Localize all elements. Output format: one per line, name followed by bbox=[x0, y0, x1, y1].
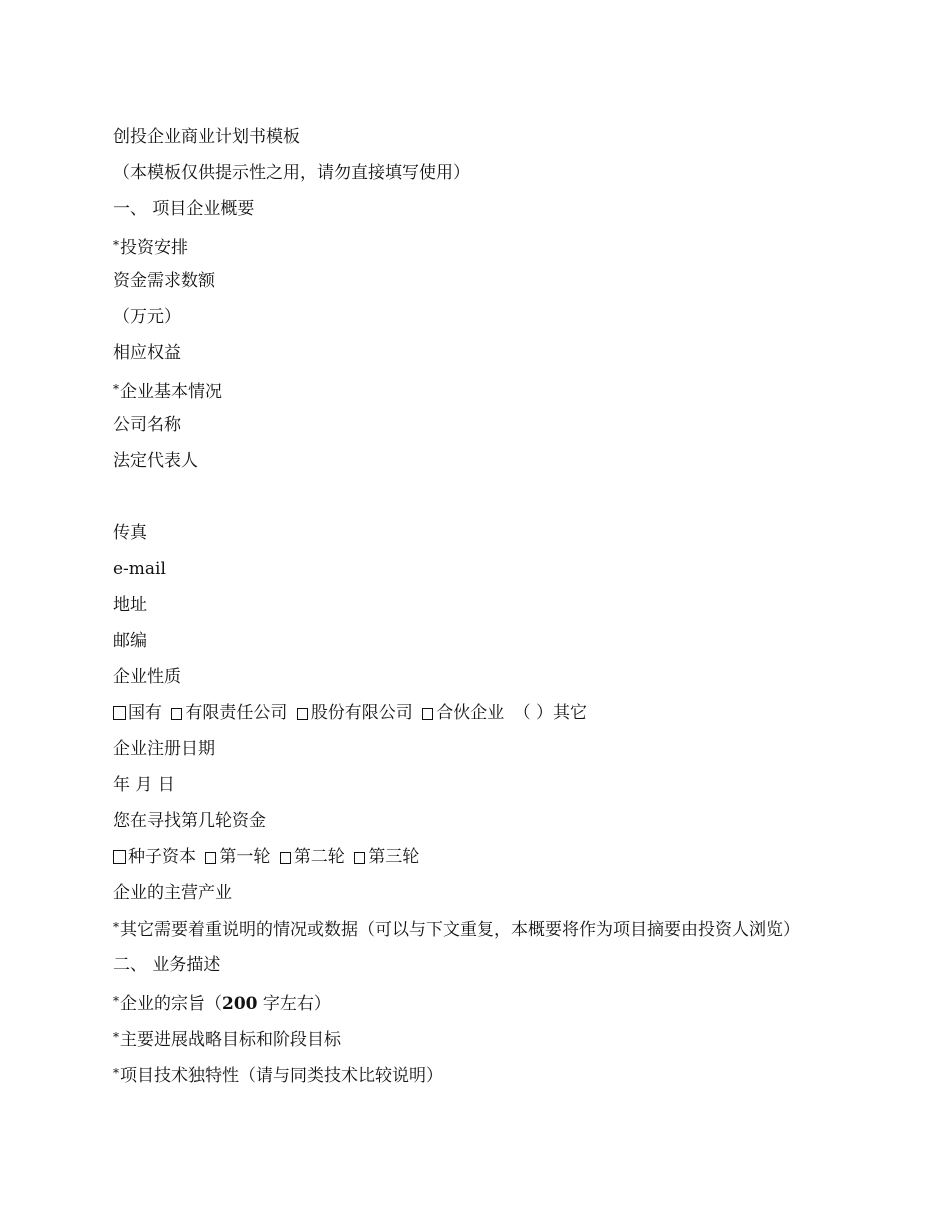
nature-option-llc[interactable]: 有限责任公司 bbox=[171, 703, 287, 723]
email-label: e-mail bbox=[113, 559, 166, 579]
template-note: （本模板仅供提示性之用，请勿直接填写使用） bbox=[113, 163, 470, 183]
company-heading-text: 企业基本情况 bbox=[120, 382, 222, 402]
star-mark: * bbox=[113, 1066, 119, 1080]
section-2-heading: 二、 业务描述 bbox=[113, 955, 221, 975]
blank-gap bbox=[113, 486, 843, 522]
purpose-number: 200 bbox=[222, 994, 258, 1014]
date-format: 年 月 日 bbox=[113, 775, 175, 795]
checkbox-icon[interactable] bbox=[280, 852, 291, 864]
checkbox-icon[interactable] bbox=[205, 852, 216, 864]
checkbox-icon[interactable] bbox=[113, 706, 126, 720]
industry-label: 企业的主营产业 bbox=[113, 883, 232, 903]
checkbox-icon[interactable] bbox=[354, 852, 365, 864]
nature-label: 企业性质 bbox=[113, 667, 181, 687]
address-label: 地址 bbox=[113, 595, 147, 615]
star-mark: * bbox=[113, 382, 119, 396]
investment-heading-text: 投资安排 bbox=[120, 238, 188, 258]
tech-heading bbox=[113, 1062, 843, 1084]
star-mark: * bbox=[113, 920, 119, 934]
star-mark: * bbox=[113, 994, 119, 1008]
funding-unit-label: （万元） bbox=[113, 307, 181, 327]
legal-rep-label: 法定代表人 bbox=[113, 451, 198, 471]
tech-text: 项目技术独特性（请与同类技术比较说明） bbox=[120, 1066, 443, 1086]
document-page bbox=[113, 126, 843, 1098]
funding-amount-label: 资金需求数额 bbox=[113, 271, 215, 291]
round-option-third[interactable]: 第三轮 bbox=[354, 847, 419, 867]
other-info-text: 其它需要着重说明的情况或数据（可以与下文重复，本概要将作为项目摘要由投资人浏览） bbox=[120, 920, 800, 940]
checkbox-icon[interactable] bbox=[113, 850, 126, 864]
star-mark: * bbox=[113, 238, 119, 252]
section-1-heading: 一、 项目企业概要 bbox=[113, 199, 255, 219]
nature-options bbox=[113, 702, 843, 724]
nature-option-joint-stock[interactable]: 股份有限公司 bbox=[297, 703, 413, 723]
reg-date-label: 企业注册日期 bbox=[113, 739, 215, 759]
checkbox-icon[interactable] bbox=[297, 708, 308, 720]
fax-label: 传真 bbox=[113, 523, 147, 543]
nature-option-state[interactable]: 国有 bbox=[113, 703, 162, 723]
purpose-heading bbox=[113, 990, 843, 1012]
purpose-pre: 企业的宗旨（ bbox=[120, 994, 222, 1014]
checkbox-icon[interactable] bbox=[422, 708, 433, 720]
goals-text: 主要进展战略目标和阶段目标 bbox=[120, 1030, 341, 1050]
round-option-second[interactable]: 第二轮 bbox=[280, 847, 345, 867]
company-heading bbox=[113, 378, 843, 400]
round-option-seed[interactable]: 种子资本 bbox=[113, 847, 196, 867]
round-option-first[interactable]: 第一轮 bbox=[205, 847, 270, 867]
postcode-label: 邮编 bbox=[113, 631, 147, 651]
other-info-heading bbox=[113, 918, 843, 940]
purpose-post: 字左右） bbox=[257, 994, 331, 1014]
document-title: 创投企业商业计划书模板 bbox=[113, 127, 300, 147]
checkbox-icon[interactable] bbox=[171, 708, 182, 720]
round-question: 您在寻找第几轮资金 bbox=[113, 811, 266, 831]
investment-heading bbox=[113, 234, 843, 256]
equity-label: 相应权益 bbox=[113, 343, 181, 363]
nature-option-other: （ ）其它 bbox=[513, 703, 588, 723]
company-name-label: 公司名称 bbox=[113, 415, 181, 435]
round-options bbox=[113, 846, 843, 868]
star-mark: * bbox=[113, 1030, 119, 1044]
nature-option-partnership[interactable]: 合伙企业 bbox=[422, 703, 504, 723]
goals-heading bbox=[113, 1026, 843, 1048]
